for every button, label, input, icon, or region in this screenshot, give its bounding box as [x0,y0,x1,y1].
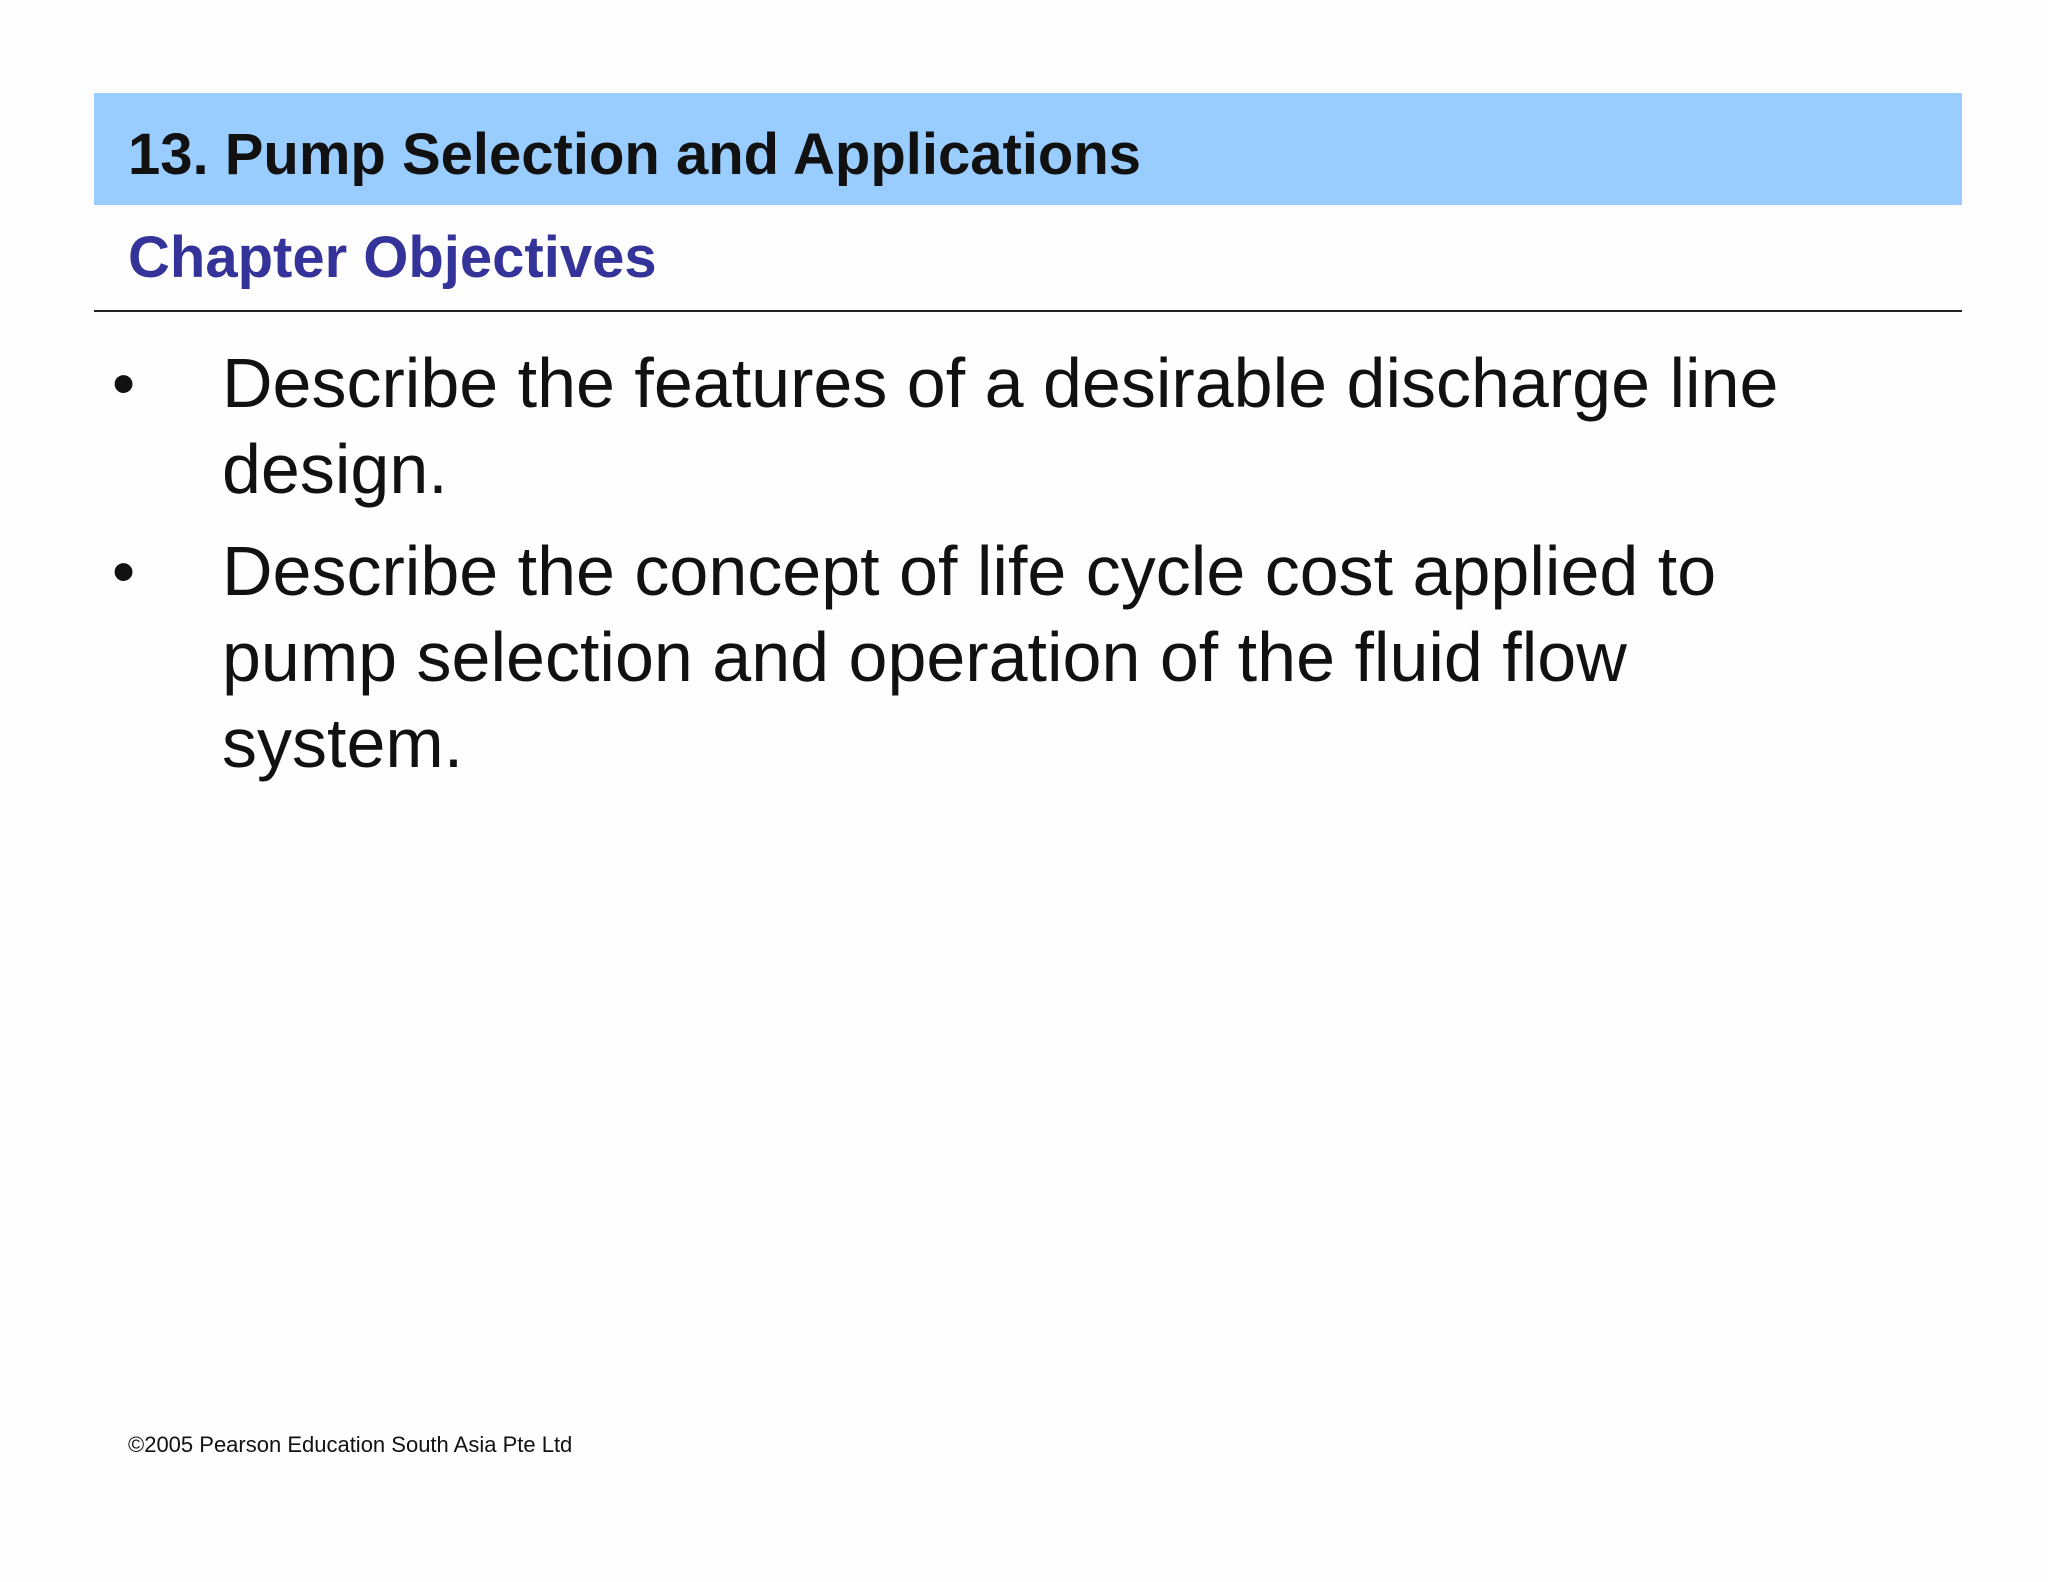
bullet-icon: • [112,346,136,420]
bullet-icon: • [112,534,136,608]
chapter-title: 13. Pump Selection and Applications [128,122,1142,187]
objective-text: Describe the concept of life cycle cost applied to pump selection and operation of the fluid flow system. [222,532,1717,782]
section-heading: Chapter Objectives [128,225,657,290]
objective-item [104,340,1864,512]
objective-text: Describe the features of a desirable discharge line design. [222,344,1779,508]
copyright-notice: ©2005 Pearson Education South Asia Pte Ltd [128,1432,573,1457]
heading-divider [94,310,1962,312]
objective-item [104,528,1864,786]
objectives-list [104,340,1864,802]
